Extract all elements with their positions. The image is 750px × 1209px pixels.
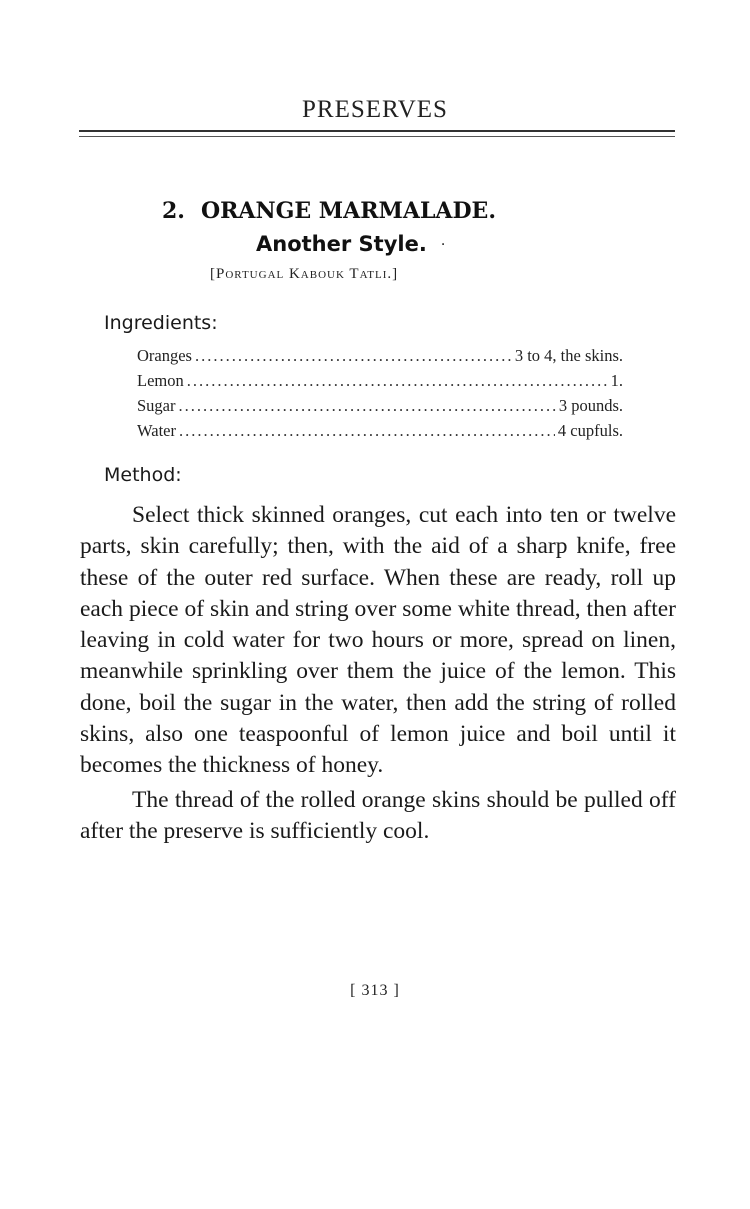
- ingredient-name: Sugar: [137, 396, 176, 415]
- running-head: PRESERVES: [302, 96, 448, 123]
- recipe-subtitle-text: Another Style.: [256, 232, 427, 256]
- leader-dots: [179, 396, 556, 416]
- method-label: Method:: [104, 464, 182, 486]
- subtitle-mark: ·: [440, 237, 446, 253]
- ingredient-row: [137, 396, 623, 421]
- ingredient-quantity: 3 to 4, the skins.: [514, 346, 623, 365]
- ingredient-name: Oranges: [137, 346, 192, 365]
- leader-dots: [179, 421, 555, 441]
- recipe-title: [162, 198, 496, 224]
- ingredient-row: [137, 346, 623, 371]
- ingredient-row: [137, 371, 623, 396]
- method-paragraph: Select thick skinned oranges, cut each into ten or twelve parts, skin carefully; then, with the aid of a sharp knife, free these of the outer red surface. When these are ready, roll up each piece of skin and string over some white thread, then after leaving in cold water for two hours or more, spread on linen, meanwhile sprinkling over them the juice of the lemon. This done, boil the sugar in the water, then add the string of rolled skins, also one teaspoonful of lemon juice and boil until it becomes the thickness of honey.: [80, 502, 676, 779]
- recipe-title-text: ORANGE MARMALADE.: [200, 198, 496, 224]
- ingredient-quantity: 1.: [610, 371, 623, 390]
- recipe-subtitle: [256, 232, 445, 256]
- header-rule-thin: [79, 136, 675, 137]
- method-paragraph: The thread of the rolled orange skins should be pulled off after the preserve is sufficiently cool.: [80, 786, 676, 844]
- leader-dots: [195, 346, 512, 366]
- page-number: [ 313 ]: [350, 982, 400, 999]
- header-rule-thick: [79, 130, 675, 132]
- ingredients-list: [137, 346, 623, 446]
- recipe-native-name: [Portugal Kabouk Tatli.]: [210, 266, 399, 282]
- method-text: [80, 500, 676, 847]
- ingredient-name: Lemon: [137, 371, 184, 390]
- recipe-number: 2.: [162, 198, 185, 224]
- ingredient-row: [137, 421, 623, 446]
- leader-dots: [187, 371, 608, 391]
- ingredient-quantity: 4 cupfuls.: [557, 421, 623, 440]
- ingredients-label: Ingredients:: [104, 312, 218, 334]
- ingredient-name: Water: [137, 421, 176, 440]
- ingredient-quantity: 3 pounds.: [558, 396, 623, 415]
